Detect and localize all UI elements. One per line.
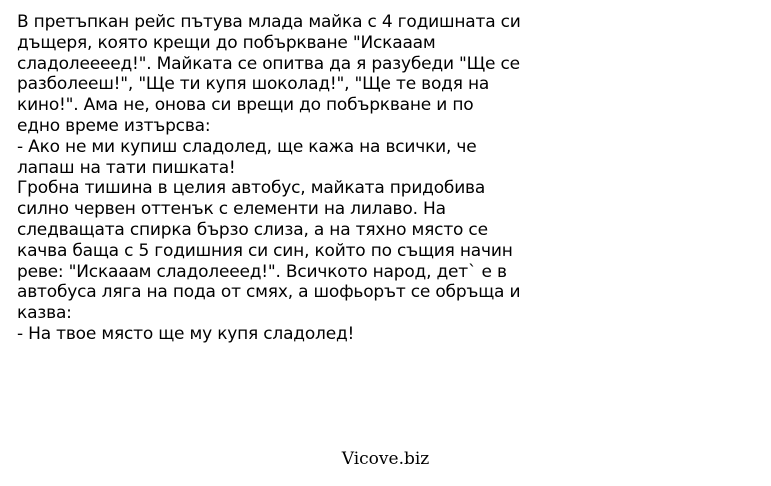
joke-line: качва баща с 5 годишния си син, който по същия начин <box>17 240 513 261</box>
joke-line: - На твое място ще му купя сладолед! <box>17 323 355 344</box>
joke-line: кино!". Ама не, онова си врещи до побъркване и по <box>17 95 474 116</box>
joke-line: реве: "Искааам сладолееед!". Всичкото народ, дет` е в <box>17 261 507 282</box>
joke-line: разболееш!", "Ще ти купя шоколад!", "Ще те водя на <box>17 74 490 95</box>
joke-line: силно червен оттенък с елементи на лилаво. На <box>17 199 446 220</box>
site-watermark: Vicove.biz <box>341 449 430 469</box>
joke-line: - Ако не ми купиш сладолед, ще кажа на всички, че <box>17 136 477 157</box>
joke-line: сладолеееед!". Майката се опитва да я разубеди "Ще се <box>17 53 520 74</box>
joke-line: Гробна тишина в целия автобус, майката придобива <box>17 178 486 199</box>
joke-line: лапаш на тати пишката! <box>17 157 236 178</box>
joke-line: дъщеря, която крещи до побъркване "Искааам <box>17 32 436 53</box>
joke-line: едно време изтърсва: <box>17 115 211 136</box>
joke-line: казва: <box>17 303 72 324</box>
joke-line: следващата спирка бързо слиза, а на тяхно място се <box>17 219 488 240</box>
joke-text <box>17 12 757 345</box>
joke-line: автобуса ляга на пода от смях, а шофьорът се обръща и <box>17 282 521 303</box>
joke-line: В претъпкан рейс пътува млада майка с 4 годишната си <box>17 12 521 32</box>
